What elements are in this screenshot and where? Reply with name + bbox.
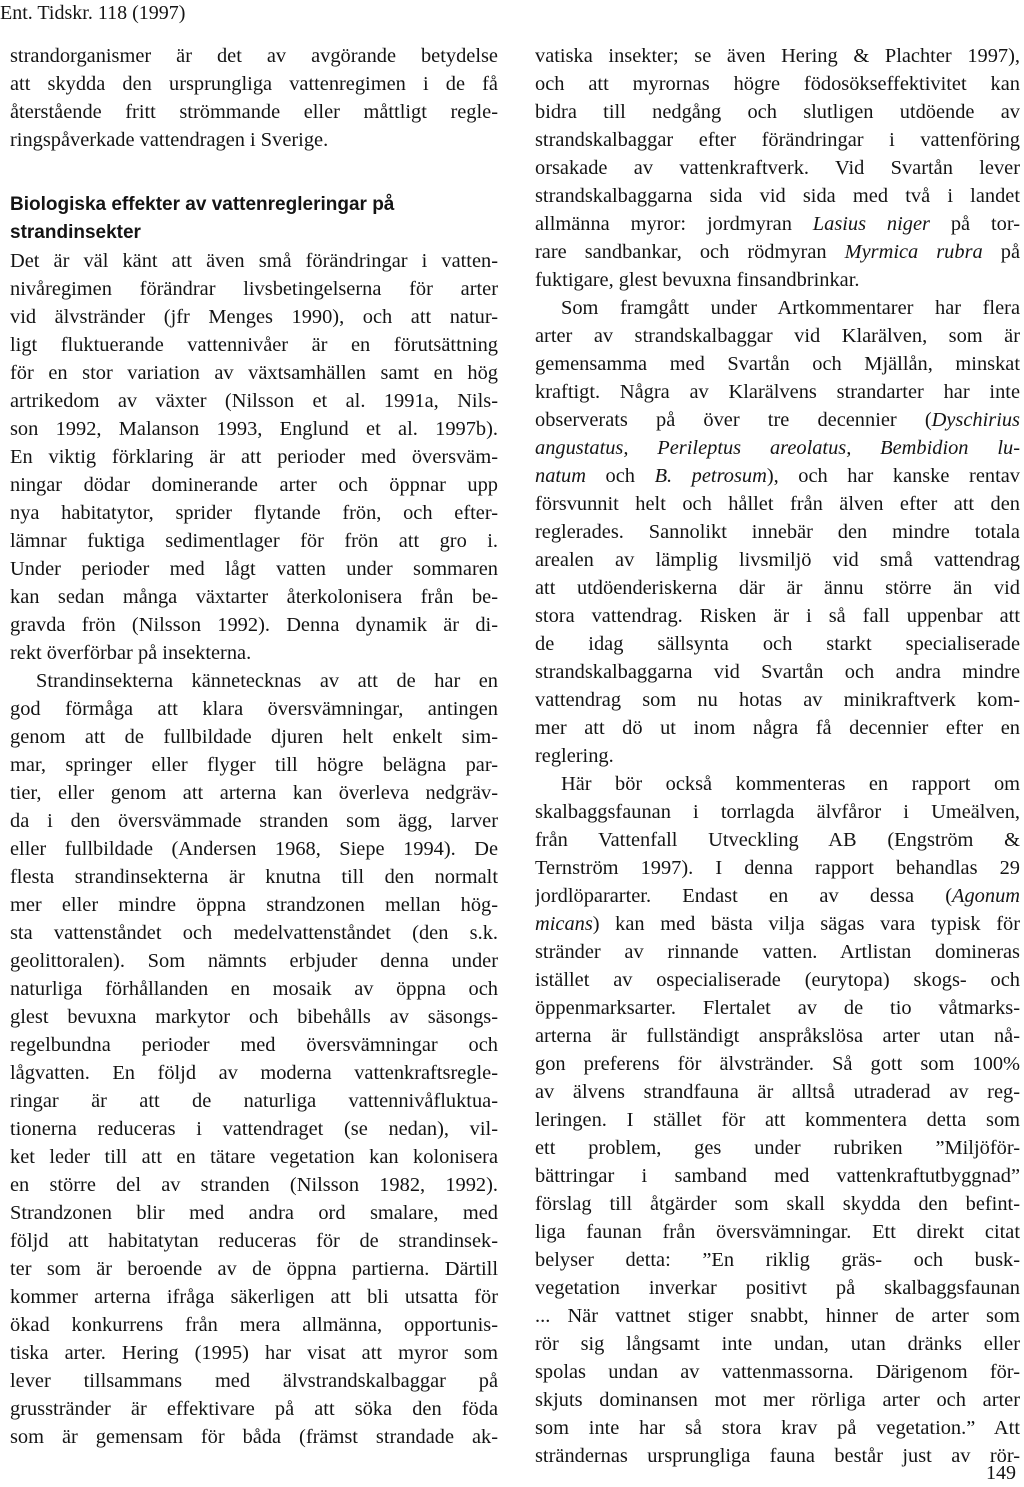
text-line: artrikedom av växter (Nilsson et al. 1991a, Nils- — [10, 390, 498, 412]
text-line: bättringar i samband med vattenkraftutbyggnad” — [535, 1165, 1020, 1187]
text-line: regelbundna perioder med översvämningar och — [10, 1034, 498, 1056]
text-line — [535, 210, 1020, 238]
heading-line: strandinsekter — [10, 222, 141, 243]
species-name: natum — [535, 465, 586, 487]
text-line: Strandinsekterna kännetecknas av att de har en — [36, 670, 498, 692]
text-line: mer eller mindre öppna strandzonen mellan hög- — [10, 894, 498, 916]
text-line: sta vattenståndet och medelvattenståndet (den s.k. — [10, 922, 498, 944]
text-line: liga faunan från översvämningar. Ett direkt citat — [535, 1221, 1020, 1243]
text-line: rör sig långsamt inte undan, utan dränks eller — [535, 1333, 1020, 1355]
right-column — [535, 42, 1020, 1470]
text-line: som inte har så stora krav på vegetation.” Att — [535, 1417, 1020, 1439]
text-line: tiska arter. Hering (1995) har visat att myror som — [10, 1342, 498, 1364]
text-line: Det är väl känt att även små förändringar i vatten- — [10, 250, 498, 272]
text-line: vegetation inverkar positivt på skalbaggsfaunan — [535, 1277, 1020, 1299]
text-line: fuktigare, glest bevuxna finsandbrinkar. — [535, 269, 860, 291]
text-line: orsakade av vattenkraftverk. Vid Svartån lever — [535, 157, 1020, 179]
text-line: återstående fritt strömmande eller måttligt regle- — [10, 101, 498, 123]
left-column — [10, 42, 498, 1451]
text-line: eller fullbildade (Andersen 1968, Siepe 1994). De — [10, 838, 498, 860]
text-line: kan sedan många växtarter återkolonisera från be- — [10, 586, 498, 608]
paragraph — [535, 42, 1020, 294]
page-number: 149 — [986, 1462, 1016, 1484]
paragraph — [535, 294, 1020, 770]
text-line: följd att habitatytan reduceras för de strandinsek- — [10, 1230, 498, 1252]
text-line: spolas undan av vattenmassorna. Därigenom för- — [535, 1361, 1020, 1383]
text-segment: ) kan med bästa vilja sägas vara typisk för — [592, 913, 1020, 935]
text-line: geolittoralen). Som nämnts erbjuder denna under — [10, 950, 498, 972]
text-segment: och — [605, 465, 635, 487]
text-line: att skydda den ursprungliga vattenregimen i de få — [10, 73, 498, 95]
species-name: Dyschirius — [931, 409, 1020, 431]
text-line: arterna är fullständigt anspråkslösa arter utan nå- — [535, 1025, 1020, 1047]
text-line: strandskalbaggarna vid Svartån och andra mindre — [535, 661, 1020, 683]
species-name: micans — [535, 913, 593, 935]
text-line: nya habitatytor, sprider flytande frön, och efter- — [10, 502, 498, 524]
text-line: ökad konkurrens från mera allmänna, opportunis- — [10, 1314, 498, 1336]
text-segment: på — [1000, 241, 1020, 263]
text-segment: rare sandbankar, och rödmyran — [535, 241, 827, 263]
text-line — [535, 910, 1020, 938]
text-line: arter av strandskalbaggar vid Klarälven, som är — [535, 325, 1020, 347]
text-line: stränder av rinnande vatten. Artlistan domineras — [535, 941, 1020, 963]
text-line: istället av ospecialiserade (eurytopa) skogs- och — [535, 969, 1020, 991]
text-line: naturliga förhållanden en mosaik av öppna och — [10, 978, 498, 1000]
text-line: av älvens strandfauna är alltså utraderad av reg- — [535, 1081, 1020, 1103]
text-line: Under perioder med lågt vatten under sommaren — [10, 558, 498, 580]
text-line: och att myrornas högre födosökseffektivitet kan — [535, 73, 1020, 95]
text-line: Ternström 1997). I denna rapport behandlas 29 — [535, 857, 1020, 879]
text-line: mar, springer eller flyger till högre belägna par- — [10, 754, 498, 776]
text-line: strandorganismer är det av avgörande betydelse — [10, 45, 498, 67]
text-line: att utdöenderiskerna där är ännu större än vid — [535, 577, 1020, 599]
text-line: da i den översvämmade stranden som ägg, larver — [10, 810, 498, 832]
text-line: En viktig förklaring är att perioder med översväm- — [10, 446, 498, 468]
text-line: skalbaggsfaunan i torrlagda älvfåror i Umeälven, — [535, 801, 1020, 823]
text-line: kraftigt. Några av Klarälvens strandarter har inte — [535, 381, 1020, 403]
text-line: son 1992, Malanson 1993, Englund et al. 1997b). — [10, 418, 498, 440]
text-segment: jordlöpararter. Endast en av dessa ( — [535, 885, 953, 907]
text-line: kommer arterna ifråga säkerligen att bli utsatta för — [10, 1286, 498, 1308]
text-line: vattendrag som nu hotas av minikraftverk kom- — [535, 689, 1020, 711]
text-line: gemensamma med Svartån och Mjällån, minskat — [535, 353, 1020, 375]
text-line: strändernas ursprungliga fauna består just av rör- — [535, 1445, 1020, 1467]
text-line — [535, 882, 1020, 910]
text-line: genom att de fullbildade djuren helt enkelt sim- — [10, 726, 498, 748]
section-spacer — [10, 154, 498, 191]
text-line — [535, 238, 1020, 266]
text-line: vid älvstränder (jfr Menges 1990), och att natur- — [10, 306, 498, 328]
text-line: öppenmarksarter. Flertalet av de tio våtmarks- — [535, 997, 1020, 1019]
text-line: stora vattendrag. Risken är i så fall uppenbar att — [535, 605, 1020, 627]
text-line: Strandzonen blir med andra ord smalare, med — [10, 1202, 498, 1224]
text-line: förslag till åtgärder som skall skydda den befint- — [535, 1193, 1020, 1215]
text-line: lever tillsammans med älvstrandskalbaggar på — [10, 1370, 498, 1392]
text-line: ter som är beroende av de öppna partierna. Därtill — [10, 1258, 498, 1280]
text-line — [535, 462, 1020, 490]
text-line: ett problem, ges under rubriken ”Miljöför- — [535, 1137, 1020, 1159]
text-line: tionerna reduceras i vattendraget (se nedan), vil- — [10, 1118, 498, 1140]
text-segment: på tor- — [950, 213, 1020, 235]
text-line: bidra till nedgång och slutligen utdöende av — [535, 101, 1020, 123]
species-name: B. petrosum — [654, 465, 767, 487]
running-head: Ent. Tidskr. 118 (1997) — [0, 2, 186, 24]
text-segment: ), och har kanske rentav — [766, 465, 1020, 487]
paragraph — [10, 667, 498, 1451]
species-name: Agonum — [952, 885, 1020, 907]
text-line: som är gemensam för båda (främst strandade ak- — [10, 1426, 498, 1448]
text-line: ningar dödar dominerande arter och öppnar upp — [10, 474, 498, 496]
text-line: reglering. — [535, 745, 614, 767]
text-line: gravda frön (Nilsson 1992). Denna dynamik är di- — [10, 614, 498, 636]
text-line: gon preferens för älvstränder. Så gott som 100% — [535, 1053, 1020, 1075]
text-line: försvunnit helt och hållet från älven efter att den — [535, 493, 1020, 515]
text-line: rekt överförbar på insekterna. — [10, 642, 252, 664]
paragraph — [10, 247, 498, 667]
text-line: ringspåverkade vattendragen i Sverige. — [10, 129, 329, 151]
text-line: tier, eller genom att arterna kan överleva nedgräv- — [10, 782, 498, 804]
intro-paragraph — [10, 42, 498, 154]
text-segment: observerats på över tre decennier ( — [535, 409, 932, 431]
text-line: ringar är att de naturliga vattennivåfluktua- — [10, 1090, 498, 1112]
text-line: grusstränder är effektivare på att söka den föda — [10, 1398, 498, 1420]
section-heading — [10, 191, 498, 247]
text-line: ket leder till att en tätare vegetation kan kolonisera — [10, 1146, 498, 1168]
text-line: från Vattenfall Utveckling AB (Engström & — [535, 829, 1020, 851]
species-name: Myrmica rubra — [844, 241, 983, 263]
text-line — [535, 434, 1020, 462]
text-segment: allmänna myror: jordmyran — [535, 213, 792, 235]
text-line: för en stor variation av växtsamhällen samt en hög — [10, 362, 498, 384]
text-line: vatiska insekter; se även Hering & Plachter 1997), — [535, 45, 1020, 67]
text-line: leringen. I stället för att kommentera detta som — [535, 1109, 1020, 1131]
text-line: en större del av stranden (Nilsson 1982, 1992). — [10, 1174, 498, 1196]
text-line: Här bör också kommenteras en rapport om — [561, 773, 1020, 795]
text-line: nivåregimen förändrar livsbetingelserna för arter — [10, 278, 498, 300]
text-line: flesta strandinsekterna är knutna till den normalt — [10, 866, 498, 888]
heading-line: Biologiska effekter av vattenregleringar på — [10, 194, 395, 215]
text-line: lämnar fuktiga sedimentlager för frön att gro i. — [10, 530, 498, 552]
text-line: strandskalbaggar efter förändringar i vattenföring — [535, 129, 1020, 151]
text-line: glest bevuxna markytor och bibehålls av säsongs- — [10, 1006, 498, 1028]
text-line: de idag sällsynta och starkt specialiserade — [535, 633, 1020, 655]
text-line: god förmåga att klara översvämningar, antingen — [10, 698, 498, 720]
text-line: arealen av lämplig livsmiljö vid små vattendrag — [535, 549, 1020, 571]
text-line: lågvatten. En följd av moderna vattenkraftsregle- — [10, 1062, 498, 1084]
text-line: reglerades. Sannolikt innebär den mindre totala — [535, 521, 1020, 543]
text-line: strandskalbaggarna sida vid sida med två i landet — [535, 185, 1020, 207]
species-name: Lasius niger — [812, 213, 930, 235]
text-line: ... När vattnet stiger snabbt, hinner de arter som — [535, 1305, 1020, 1327]
text-line: mer att dö ut inom några få decennier efter en — [535, 717, 1020, 739]
text-line: skjuts dominansen mot mer rörliga arter och arter — [535, 1389, 1020, 1411]
text-line: Som framgått under Artkommentarer har flera — [561, 297, 1020, 319]
paragraph — [535, 770, 1020, 1470]
text-line: ligt fluktuerande vattennivåer är en förutsättning — [10, 334, 498, 356]
text-line — [535, 406, 1020, 434]
text-line: belyser detta: ”En riklig gräs- och busk- — [535, 1249, 1020, 1271]
species-name: angustatus, Perileptus areolatus, Bembidion lu- — [535, 437, 1020, 459]
